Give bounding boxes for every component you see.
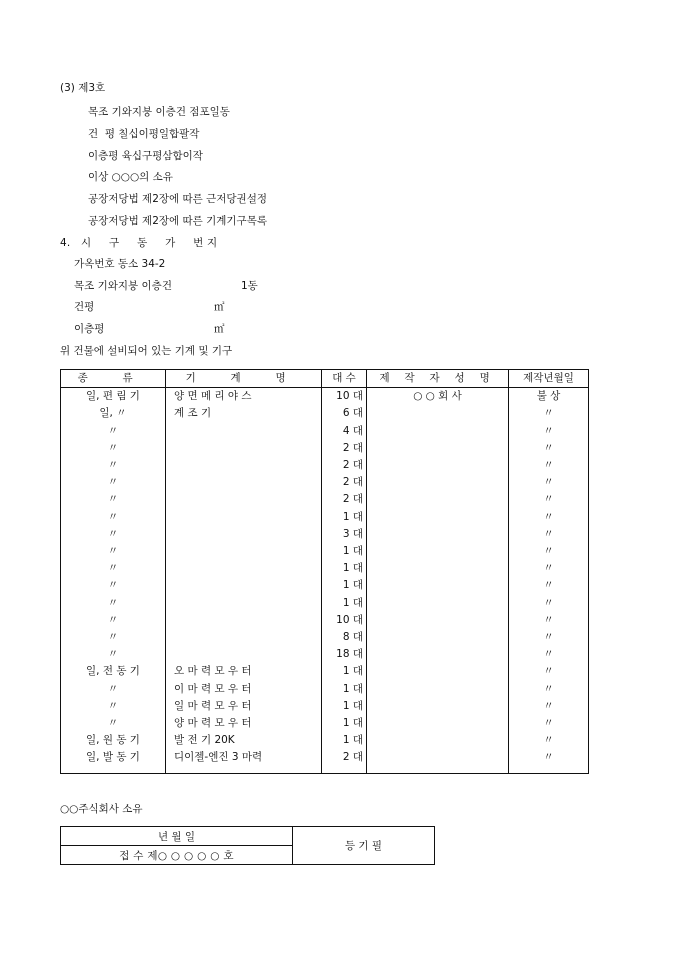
row-manufacture-date: 〃 [509, 457, 589, 474]
row-quantity: 2 대 [322, 440, 367, 457]
row-machine-name: 일 마 력 모 우 터 [166, 698, 322, 715]
row-quantity: 1 대 [322, 560, 367, 577]
registration-status: 등 기 필 [293, 827, 435, 865]
row-manufacture-date: 〃 [509, 629, 589, 646]
row-machine-name: 이 마 력 모 우 터 [166, 681, 322, 698]
table-row [61, 543, 589, 560]
row-kind: 〃 [61, 577, 166, 594]
row-maker: ○ ○ 회 사 [367, 388, 509, 406]
row-maker [367, 698, 509, 715]
row-quantity: 1 대 [322, 595, 367, 612]
row-maker [367, 715, 509, 732]
equipment-table [60, 369, 589, 774]
table-row [61, 595, 589, 612]
row-quantity: 1 대 [322, 577, 367, 594]
row-maker [367, 543, 509, 560]
row-machine-name: 계 조 기 [166, 405, 322, 422]
row-machine-name [166, 423, 322, 440]
address-line: 4. 시 구 동 가 번 지 [60, 237, 218, 249]
row-machine-name [166, 577, 322, 594]
row-manufacture-date: 〃 [509, 423, 589, 440]
row-maker [367, 509, 509, 526]
row-machine-name [166, 612, 322, 629]
row-kind: 〃 [61, 629, 166, 646]
row-kind: 〃 [61, 526, 166, 543]
structure-label: 목조 기와지붕 이층건 [74, 280, 172, 292]
table-row [61, 405, 589, 422]
row-quantity: 2 대 [322, 749, 367, 773]
row-kind: 〃 [61, 509, 166, 526]
row-kind: 〃 [61, 698, 166, 715]
row-maker [367, 491, 509, 508]
row-manufacture-date: 〃 [509, 577, 589, 594]
row-manufacture-date: 〃 [509, 474, 589, 491]
table-row [61, 715, 589, 732]
house-number: 가옥번호 동소 34-2 [74, 258, 166, 270]
table-row [61, 491, 589, 508]
row-kind: 일, 전 동 기 [61, 663, 166, 680]
row-maker [367, 595, 509, 612]
registration-box [60, 826, 435, 865]
row-machine-name [166, 560, 322, 577]
row-maker [367, 663, 509, 680]
row-kind: 일, 발 동 기 [61, 749, 166, 773]
section-heading: (3) 제3호 [60, 82, 106, 94]
registration-receipt-number: 접 수 제○ ○ ○ ○ ○ 호 [61, 846, 293, 865]
row-kind: 〃 [61, 612, 166, 629]
table-row [61, 474, 589, 491]
row-machine-name [166, 509, 322, 526]
row-maker [367, 526, 509, 543]
row-manufacture-date: 〃 [509, 612, 589, 629]
row-quantity: 18 대 [322, 646, 367, 663]
table-row [61, 577, 589, 594]
row-kind: 〃 [61, 595, 166, 612]
table-row [61, 646, 589, 663]
row-machine-name [166, 491, 322, 508]
structure-count: 1동 [241, 280, 258, 292]
table-row [61, 440, 589, 457]
row-kind: 〃 [61, 560, 166, 577]
table-row [61, 526, 589, 543]
row-manufacture-date: 〃 [509, 715, 589, 732]
floor-area-label: 건평 [74, 301, 95, 313]
building-line-1: 목조 기와지붕 이층건 점포일동 [88, 106, 230, 118]
row-kind: 〃 [61, 440, 166, 457]
table-row [61, 509, 589, 526]
header-manufacture-date: 제작년월일 [509, 370, 589, 388]
table-header-row [61, 370, 589, 388]
row-machine-name [166, 526, 322, 543]
row-machine-name [166, 629, 322, 646]
row-maker [367, 681, 509, 698]
row-machine-name [166, 595, 322, 612]
building-line-5: 공장저당법 제2장에 따른 근저당권설정 [88, 193, 267, 205]
row-quantity: 1 대 [322, 732, 367, 749]
row-maker [367, 646, 509, 663]
row-machine-name: 양 면 메 리 야 스 [166, 388, 322, 406]
header-maker: 제 작 자 성 명 [367, 370, 509, 388]
row-manufacture-date: 〃 [509, 749, 589, 773]
row-machine-name [166, 457, 322, 474]
row-quantity: 4 대 [322, 423, 367, 440]
row-machine-name [166, 474, 322, 491]
row-kind: 일, 〃 [61, 405, 166, 422]
building-line-4: 이상 ○○○의 소유 [88, 171, 173, 183]
row-machine-name: 디이젤-엔진 3 마력 [166, 749, 322, 773]
table-row [61, 732, 589, 749]
row-manufacture-date: 〃 [509, 595, 589, 612]
table-row [61, 423, 589, 440]
row-maker [367, 457, 509, 474]
registration-date: 년 월 일 [61, 827, 293, 846]
row-machine-name [166, 646, 322, 663]
row-machine-name [166, 543, 322, 560]
row-quantity: 1 대 [322, 715, 367, 732]
row-manufacture-date: 〃 [509, 491, 589, 508]
row-kind: 〃 [61, 491, 166, 508]
row-quantity: 2 대 [322, 491, 367, 508]
owner-line: ○○주식회사 소유 [60, 803, 143, 815]
table-row [61, 612, 589, 629]
row-kind: 〃 [61, 457, 166, 474]
row-quantity: 2 대 [322, 474, 367, 491]
row-quantity: 1 대 [322, 663, 367, 680]
row-maker [367, 612, 509, 629]
row-quantity: 2 대 [322, 457, 367, 474]
row-manufacture-date: 〃 [509, 663, 589, 680]
row-manufacture-date: 불 상 [509, 388, 589, 406]
row-quantity: 10 대 [322, 388, 367, 406]
row-quantity: 1 대 [322, 681, 367, 698]
header-kind: 종 류 [61, 370, 166, 388]
table-row [61, 663, 589, 680]
floor-area-unit: ㎡ [214, 301, 225, 313]
building-line-6: 공장저당법 제2장에 따른 기계기구목록 [88, 215, 267, 227]
header-machine-name: 기 계 명 [166, 370, 322, 388]
table-row [61, 457, 589, 474]
row-manufacture-date: 〃 [509, 732, 589, 749]
row-kind: 〃 [61, 646, 166, 663]
row-maker [367, 732, 509, 749]
row-machine-name: 양 마 력 모 우 터 [166, 715, 322, 732]
second-floor-area-unit: ㎡ [214, 323, 225, 335]
row-manufacture-date: 〃 [509, 405, 589, 422]
row-maker [367, 474, 509, 491]
row-quantity: 6 대 [322, 405, 367, 422]
row-kind: 〃 [61, 423, 166, 440]
table-row [61, 698, 589, 715]
row-manufacture-date: 〃 [509, 646, 589, 663]
row-maker [367, 440, 509, 457]
equipment-caption: 위 건물에 설비되어 있는 기계 및 기구 [60, 345, 233, 357]
row-kind: 〃 [61, 715, 166, 732]
row-quantity: 1 대 [322, 698, 367, 715]
row-maker [367, 405, 509, 422]
row-quantity: 1 대 [322, 543, 367, 560]
row-kind: 〃 [61, 681, 166, 698]
second-floor-area-label: 이층평 [74, 323, 105, 335]
table-row [61, 629, 589, 646]
row-machine-name: 발 전 기 20K [166, 732, 322, 749]
table-row [61, 749, 589, 773]
row-maker [367, 577, 509, 594]
row-manufacture-date: 〃 [509, 681, 589, 698]
row-manufacture-date: 〃 [509, 526, 589, 543]
row-machine-name: 오 마 력 모 우 터 [166, 663, 322, 680]
row-quantity: 8 대 [322, 629, 367, 646]
row-quantity: 10 대 [322, 612, 367, 629]
table-row [61, 681, 589, 698]
row-quantity: 3 대 [322, 526, 367, 543]
building-line-2: 건 평 칠십이평일합팔작 [88, 128, 200, 140]
row-maker [367, 629, 509, 646]
header-quantity: 대 수 [322, 370, 367, 388]
row-kind: 일, 편 림 기 [61, 388, 166, 406]
row-maker [367, 560, 509, 577]
row-kind: 일, 원 동 기 [61, 732, 166, 749]
table-row [61, 560, 589, 577]
row-manufacture-date: 〃 [509, 543, 589, 560]
row-manufacture-date: 〃 [509, 560, 589, 577]
row-maker [367, 749, 509, 773]
table-row [61, 388, 589, 406]
row-machine-name [166, 440, 322, 457]
row-kind: 〃 [61, 543, 166, 560]
building-line-3: 이층평 육십구평삼합이작 [88, 150, 203, 162]
row-manufacture-date: 〃 [509, 440, 589, 457]
row-quantity: 1 대 [322, 509, 367, 526]
row-maker [367, 423, 509, 440]
row-kind: 〃 [61, 474, 166, 491]
row-manufacture-date: 〃 [509, 698, 589, 715]
row-manufacture-date: 〃 [509, 509, 589, 526]
